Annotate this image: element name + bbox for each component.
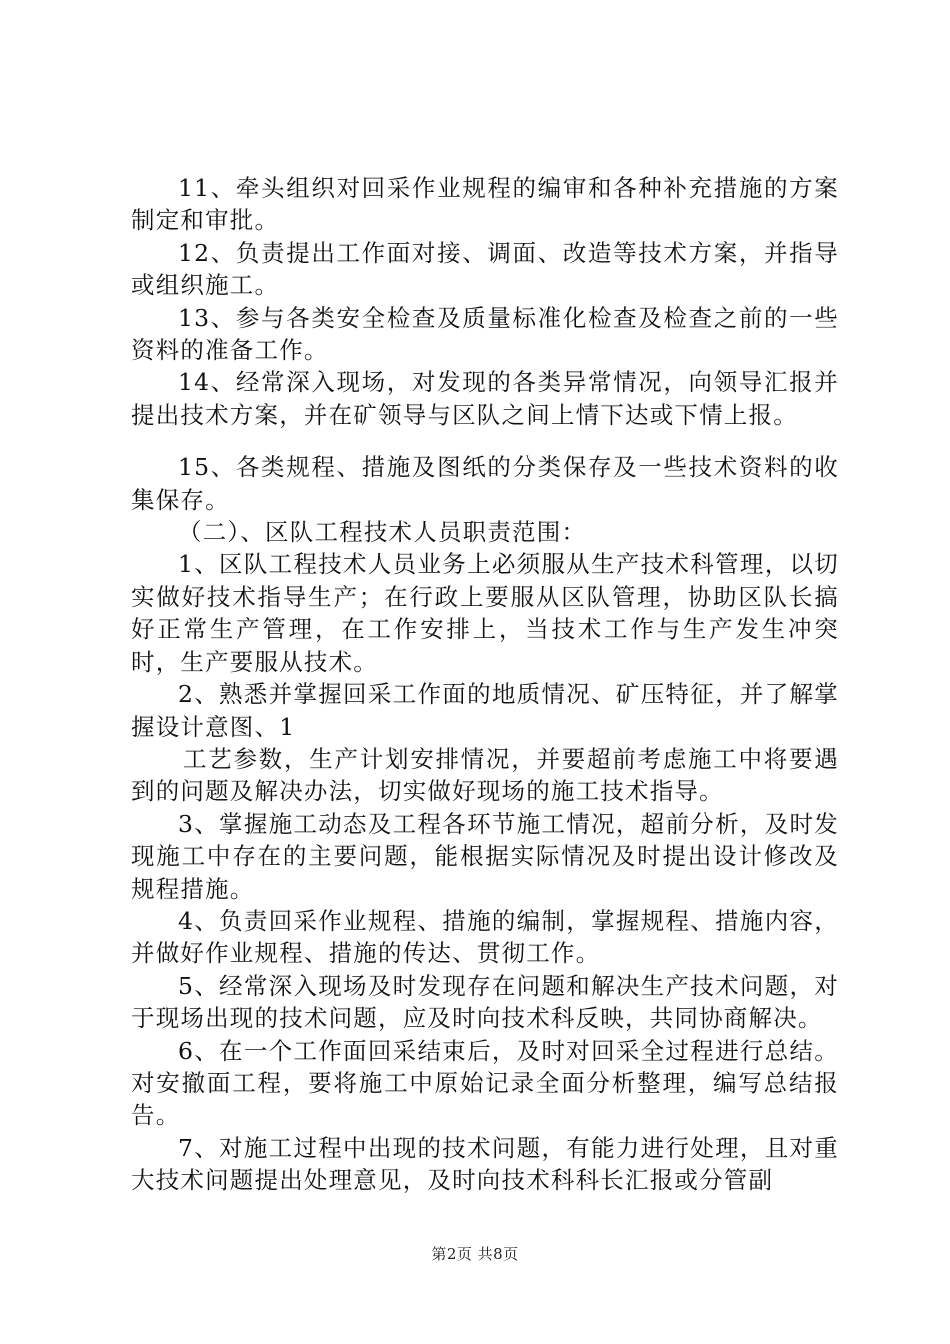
paragraph-item-1: 1、区队工程技术人员业务上必须服从生产技术科管理，以切实做好技术指导生产；在行政上要服从区队管理，协助区队长搞好正常生产管理，在工作安排上，当技术工作与生产发生冲突时，生产要服从技术。	[131, 550, 839, 676]
paragraph-item-5: 5、经常深入现场及时发现存在问题和解决生产技术问题，对于现场出现的技术问题，应及时向技术科反映，共同协商解决。	[131, 971, 839, 1033]
paragraph-item-7: 7、对施工过程中出现的技术问题，有能力进行处理，且对重大技术问题提出处理意见，及时向技术科科长汇报或分管副	[131, 1133, 839, 1195]
paragraph-item-14: 14、经常深入现场，对发现的各类异常情况，向领导汇报并提出技术方案，并在矿领导与区队之间上情下达或下情上报。	[131, 368, 839, 429]
paragraph-item-12: 12、负责提出工作面对接、调面、改造等技术方案，并指导或组织施工。	[131, 238, 839, 300]
paragraph-item-11: 11、牵头组织对回采作业规程的编审和各种补充措施的方案制定和审批。	[131, 174, 839, 235]
document-body	[131, 172, 839, 1197]
paragraph-item-3: 3、掌握施工动态及工程各环节施工情况，超前分析，及时发现施工中存在的主要问题，能根据实际情况及时提出设计修改及规程措施。	[131, 809, 839, 903]
paragraph-item-15: 15、各类规程、措施及图纸的分类保存及一些技术资料的收集保存。	[131, 453, 839, 514]
page-number-label: 第2页 共8页	[431, 1245, 519, 1263]
section-heading: （二）、区队工程技术人员职责范围：	[178, 518, 587, 547]
paragraph-item-13: 13、参与各类安全检查及质量标准化检查及检查之前的一些资料的准备工作。	[131, 303, 839, 365]
paragraph-item-2-continued: 工艺参数，生产计划安排情况，并要超前考虑施工中将要遇到的问题及解决办法，切实做好现场的施工技术指导。	[131, 744, 839, 806]
paragraph-item-6: 6、在一个工作面回采结束后，及时对回采全过程进行总结。对安撤面工程，要将施工中原始记录全面分析整理，编写总结报告。	[131, 1036, 839, 1130]
paragraph-item-4: 4、负责回采作业规程、措施的编制，掌握规程、措施内容，并做好作业规程、措施的传达、贯彻工作。	[131, 906, 839, 968]
page-footer	[0, 1244, 950, 1264]
paragraph-item-2: 2、熟悉并掌握回采工作面的地质情况、矿压特征，并了解掌握设计意图、1	[131, 680, 839, 741]
